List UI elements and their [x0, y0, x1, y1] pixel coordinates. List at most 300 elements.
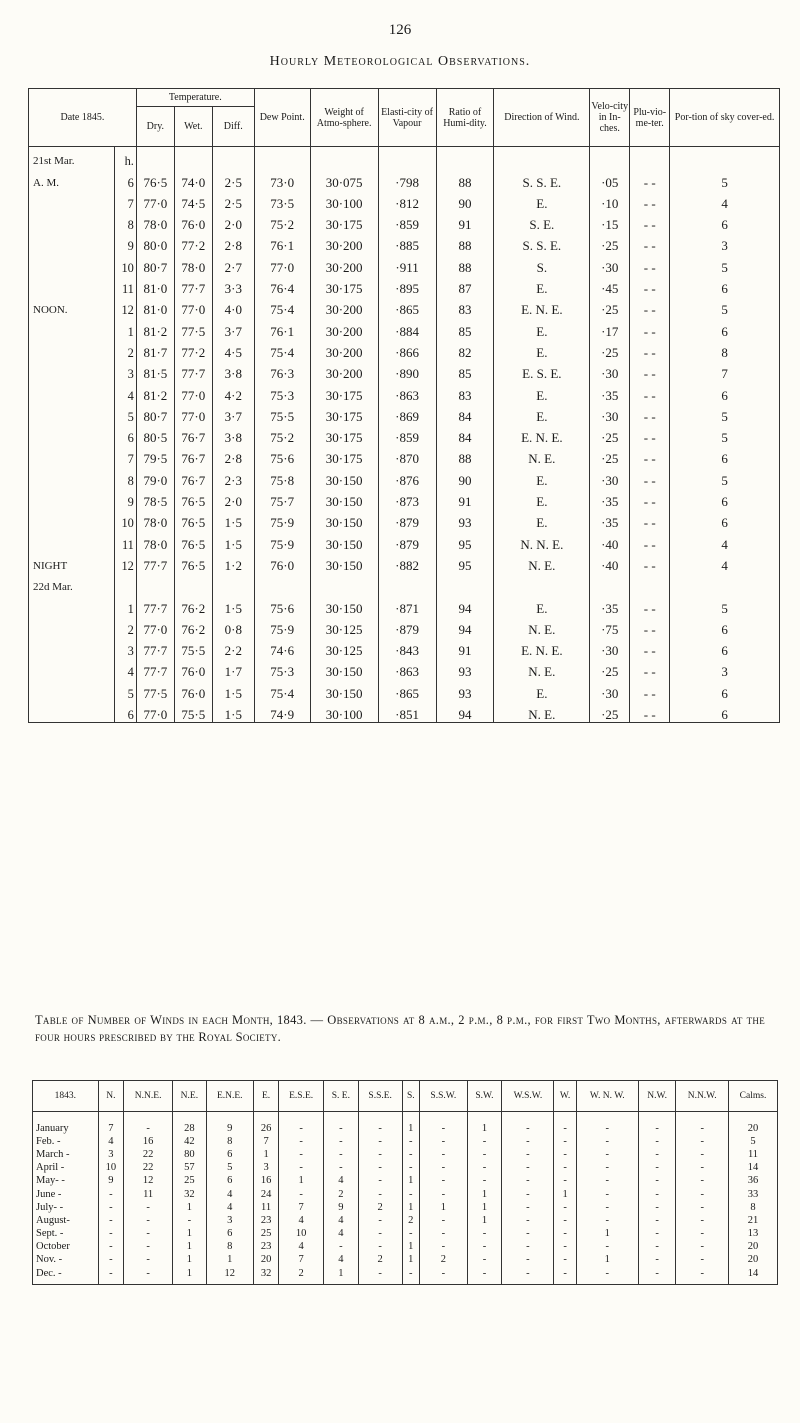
count-cell: 1 [173, 1241, 207, 1254]
weight-cell: 30·200 [310, 339, 378, 360]
elast-cell: ·865 [378, 679, 436, 700]
count-cell: 1 [253, 1148, 279, 1161]
count-cell: - [358, 1135, 402, 1148]
ratio-cell: 88 [436, 232, 494, 253]
count-cell: - [676, 1188, 729, 1201]
ratio-cell: 88 [436, 253, 494, 274]
ratio-cell: 91 [436, 637, 494, 658]
ratio-cell: 85 [436, 317, 494, 338]
count-cell: 4 [206, 1188, 253, 1201]
diff-cell [212, 573, 254, 594]
dry-cell: 81·2 [136, 317, 174, 338]
vel-cell: ·25 [590, 424, 630, 445]
sky-cell: 5 [670, 296, 780, 317]
sky-cell: 6 [670, 381, 780, 402]
diff-cell: 2·0 [212, 488, 254, 509]
dir-cell: E. [494, 190, 590, 211]
pluv-cell: - - [630, 339, 670, 360]
count-cell: - [676, 1228, 729, 1241]
diff-cell: 1·5 [212, 679, 254, 700]
sky-cell: 5 [670, 424, 780, 445]
count-cell: - [638, 1214, 675, 1227]
weight-cell: 30·200 [310, 296, 378, 317]
count-cell: - [124, 1241, 173, 1254]
weight-cell: 30·150 [310, 679, 378, 700]
sky-cell: 6 [670, 616, 780, 637]
count-cell: - [554, 1201, 576, 1214]
count-cell: 21 [729, 1214, 778, 1227]
header-diff: Diff. [212, 107, 254, 147]
pluv-cell: - - [630, 317, 670, 338]
dew-cell: 75·4 [254, 339, 310, 360]
count-cell: 25 [173, 1175, 207, 1188]
hour-cell: 3 [127, 367, 134, 382]
count-cell: 4 [323, 1175, 358, 1188]
header-dew-point: Dew Point. [254, 89, 310, 147]
count-cell: - [467, 1267, 502, 1285]
month-cell: May- - [33, 1175, 99, 1188]
blank-cell [630, 147, 670, 169]
count-cell: 24 [253, 1188, 279, 1201]
diff-cell: 2·0 [212, 211, 254, 232]
vel-cell [590, 573, 630, 594]
dir-cell: N. E. [494, 658, 590, 679]
dry-cell: 78·0 [136, 509, 174, 530]
month-cell: March - [33, 1148, 99, 1161]
sky-cell: 3 [670, 658, 780, 679]
diff-cell: 3·3 [212, 275, 254, 296]
pluv-cell: - - [630, 509, 670, 530]
period-label [29, 360, 115, 381]
month-cell: June - [33, 1188, 99, 1201]
period-label [29, 658, 115, 679]
elast-cell: ·866 [378, 339, 436, 360]
dir-cell: S. S. E. [494, 168, 590, 189]
winds-table-title: Table of Number of Winds in each Month, 1843. — Observations at 8 a.m., 2 p.m., 8 p.m., for first Two Months, afterwards at the four hours prescribed by the Royal Society. [35, 1013, 765, 1044]
dry-cell: 80·0 [136, 232, 174, 253]
count-cell: - [554, 1135, 576, 1148]
count-cell: - [420, 1175, 467, 1188]
dir-cell: E. S. E. [494, 360, 590, 381]
dew-cell: 75·4 [254, 679, 310, 700]
dew-cell: 75·6 [254, 445, 310, 466]
wet-cell: 76·7 [174, 424, 212, 445]
sky-cell: 6 [670, 275, 780, 296]
count-cell: - [554, 1148, 576, 1161]
count-cell: 1 [576, 1228, 638, 1241]
table-row [33, 1241, 778, 1254]
count-cell: - [420, 1228, 467, 1241]
count-cell: 42 [173, 1135, 207, 1148]
count-cell: - [576, 1267, 638, 1285]
table-row [29, 616, 780, 637]
diff-cell: 2·2 [212, 637, 254, 658]
table-row [29, 530, 780, 551]
count-cell: 5 [206, 1162, 253, 1175]
diff-cell: 1·5 [212, 701, 254, 723]
weight-cell: 30·175 [310, 381, 378, 402]
elast-cell: ·869 [378, 403, 436, 424]
wet-cell: 76·7 [174, 466, 212, 487]
table-row [29, 509, 780, 530]
table-row [33, 1162, 778, 1175]
count-cell: 11 [124, 1188, 173, 1201]
hour-cell: 4 [127, 388, 134, 403]
blank-cell [174, 147, 212, 169]
count-cell: - [279, 1188, 324, 1201]
table-row [33, 1228, 778, 1241]
count-cell: - [279, 1148, 324, 1161]
dry-cell: 76·5 [136, 168, 174, 189]
vel-cell: ·30 [590, 679, 630, 700]
diff-cell: 1·2 [212, 552, 254, 573]
wet-cell: 76·5 [174, 530, 212, 551]
table-row [29, 253, 780, 274]
dir-cell: N. E. [494, 616, 590, 637]
table-row [33, 1214, 778, 1227]
count-cell: 14 [729, 1162, 778, 1175]
count-cell: - [638, 1241, 675, 1254]
dew-cell: 74·9 [254, 701, 310, 723]
count-cell: - [98, 1241, 124, 1254]
diff-cell: 2·7 [212, 253, 254, 274]
count-cell: 1 [554, 1188, 576, 1201]
sky-cell: 6 [670, 445, 780, 466]
weight-cell: 30·150 [310, 552, 378, 573]
dir-cell: E. [494, 275, 590, 296]
weight-cell: 30·150 [310, 509, 378, 530]
wet-cell: 76·5 [174, 552, 212, 573]
pluv-cell: - - [630, 296, 670, 317]
dew-cell: 75·2 [254, 424, 310, 445]
pluv-cell: - - [630, 190, 670, 211]
count-cell: 16 [253, 1175, 279, 1188]
count-cell: - [554, 1254, 576, 1267]
sky-cell: 6 [670, 488, 780, 509]
count-cell: - [98, 1201, 124, 1214]
weight-cell: 30·175 [310, 211, 378, 232]
count-cell: 2 [358, 1254, 402, 1267]
dry-cell: 81·5 [136, 360, 174, 381]
dew-cell: 75·6 [254, 594, 310, 615]
hour-cell: 2 [127, 622, 134, 637]
count-cell: - [638, 1135, 675, 1148]
dry-cell [136, 573, 174, 594]
header-direction: Direction of Wind. [494, 89, 590, 147]
pluv-cell: - - [630, 381, 670, 402]
sky-cell: 4 [670, 552, 780, 573]
weight-cell: 30·175 [310, 445, 378, 466]
table-row [33, 1112, 778, 1136]
ratio-cell: 88 [436, 445, 494, 466]
count-cell: - [502, 1267, 554, 1285]
column-header: E.N.E. [206, 1081, 253, 1112]
count-cell: 1 [402, 1241, 420, 1254]
hour-cell: 3 [127, 644, 134, 659]
table-row [29, 360, 780, 381]
dir-cell: E. N. E. [494, 296, 590, 317]
wet-cell: 76·7 [174, 445, 212, 466]
count-cell: - [358, 1267, 402, 1285]
pluv-cell: - - [630, 637, 670, 658]
month-cell: Nov. - [33, 1254, 99, 1267]
pluv-cell: - - [630, 253, 670, 274]
ratio-cell: 93 [436, 658, 494, 679]
table-row [33, 1267, 778, 1285]
vel-cell: ·35 [590, 488, 630, 509]
wet-cell: 76·5 [174, 488, 212, 509]
period-label [29, 701, 115, 723]
count-cell: 6 [206, 1228, 253, 1241]
wet-cell: 76·0 [174, 211, 212, 232]
elast-cell: ·843 [378, 637, 436, 658]
blank-cell [136, 147, 174, 169]
count-cell: - [502, 1254, 554, 1267]
ratio-cell: 93 [436, 509, 494, 530]
period-label [29, 381, 115, 402]
count-cell: - [638, 1228, 675, 1241]
dir-cell: E. [494, 339, 590, 360]
diff-cell: 1·5 [212, 594, 254, 615]
header-velocity: Velo-city in In-ches. [590, 89, 630, 147]
pluv-cell: - - [630, 232, 670, 253]
dir-cell: E. [494, 594, 590, 615]
dir-cell: N. N. E. [494, 530, 590, 551]
count-cell: 22 [124, 1162, 173, 1175]
count-cell: - [420, 1188, 467, 1201]
vel-cell: ·30 [590, 637, 630, 658]
ratio-cell: 94 [436, 594, 494, 615]
pluv-cell: - - [630, 530, 670, 551]
count-cell: - [467, 1241, 502, 1254]
count-cell: - [98, 1214, 124, 1227]
count-cell: - [638, 1162, 675, 1175]
count-cell: - [358, 1228, 402, 1241]
elast-cell: ·879 [378, 616, 436, 637]
count-cell: 36 [729, 1175, 778, 1188]
blank-cell [670, 147, 780, 169]
dry-cell: 79·5 [136, 445, 174, 466]
pluv-cell: - - [630, 360, 670, 381]
elast-cell: ·879 [378, 509, 436, 530]
dew-cell: 76·1 [254, 232, 310, 253]
dew-cell: 76·0 [254, 552, 310, 573]
wet-cell: 76·0 [174, 658, 212, 679]
count-cell: - [554, 1241, 576, 1254]
count-cell: - [576, 1188, 638, 1201]
period-label [29, 232, 115, 253]
weight-cell: 30·100 [310, 190, 378, 211]
sky-cell: 5 [670, 403, 780, 424]
table-row [29, 424, 780, 445]
count-cell: 13 [729, 1228, 778, 1241]
header-wet: Wet. [174, 107, 212, 147]
table-row [29, 488, 780, 509]
elast-cell: ·863 [378, 381, 436, 402]
elast-cell: ·863 [378, 658, 436, 679]
wet-cell: 75·5 [174, 637, 212, 658]
weight-cell: 30·150 [310, 594, 378, 615]
period-label [29, 616, 115, 637]
count-cell: - [402, 1188, 420, 1201]
count-cell: 20 [729, 1241, 778, 1254]
winds-table [32, 1080, 778, 1285]
count-cell: - [420, 1148, 467, 1161]
count-cell: 12 [124, 1175, 173, 1188]
count-cell: - [676, 1175, 729, 1188]
header-dry: Dry. [136, 107, 174, 147]
hour-cell: 9 [127, 239, 134, 254]
ratio-cell: 91 [436, 488, 494, 509]
weight-cell: 30·200 [310, 232, 378, 253]
count-cell: 1 [420, 1201, 467, 1214]
elast-cell: ·798 [378, 168, 436, 189]
count-cell: - [576, 1135, 638, 1148]
count-cell: - [124, 1254, 173, 1267]
table-row [33, 1175, 778, 1188]
pluv-cell: - - [630, 488, 670, 509]
wet-cell: 76·0 [174, 679, 212, 700]
count-cell: - [98, 1188, 124, 1201]
ratio-cell: 90 [436, 190, 494, 211]
count-cell: - [676, 1214, 729, 1227]
count-cell: - [638, 1175, 675, 1188]
month-cell: July- - [33, 1201, 99, 1214]
pluv-cell: - - [630, 275, 670, 296]
weight-cell: 30·150 [310, 530, 378, 551]
elast-cell: ·890 [378, 360, 436, 381]
count-cell: - [124, 1112, 173, 1136]
elast-cell [378, 573, 436, 594]
count-cell: - [554, 1112, 576, 1136]
ratio-cell: 95 [436, 552, 494, 573]
hour-unit-label: h. [124, 154, 134, 169]
table-row [29, 403, 780, 424]
table-row [29, 594, 780, 615]
count-cell: - [323, 1148, 358, 1161]
dew-cell: 75·3 [254, 381, 310, 402]
dew-cell: 75·8 [254, 466, 310, 487]
sky-cell: 5 [670, 168, 780, 189]
count-cell: - [323, 1112, 358, 1136]
hour-cell: 4 [127, 665, 134, 680]
dry-cell: 81·7 [136, 339, 174, 360]
month-cell: Feb. - [33, 1135, 99, 1148]
diff-cell: 4·5 [212, 339, 254, 360]
count-cell: - [358, 1175, 402, 1188]
count-cell: 1 [173, 1267, 207, 1285]
table-row [29, 445, 780, 466]
sky-cell: 6 [670, 317, 780, 338]
count-cell: 1 [206, 1254, 253, 1267]
ratio-cell: 84 [436, 403, 494, 424]
count-cell: 16 [124, 1135, 173, 1148]
count-cell: - [323, 1135, 358, 1148]
elast-cell: ·871 [378, 594, 436, 615]
period-label [29, 317, 115, 338]
wet-cell: 75·5 [174, 701, 212, 723]
table-row [29, 232, 780, 253]
dry-cell: 78·0 [136, 211, 174, 232]
count-cell: 1 [402, 1112, 420, 1136]
dew-cell: 75·9 [254, 530, 310, 551]
ratio-cell: 82 [436, 339, 494, 360]
count-cell: 23 [253, 1241, 279, 1254]
count-cell: - [638, 1254, 675, 1267]
vel-cell: ·30 [590, 253, 630, 274]
count-cell: 2 [358, 1201, 402, 1214]
sky-cell: 4 [670, 530, 780, 551]
count-cell: 25 [253, 1228, 279, 1241]
dir-cell: E. [494, 403, 590, 424]
count-cell: 57 [173, 1162, 207, 1175]
count-cell: - [467, 1175, 502, 1188]
count-cell: - [502, 1162, 554, 1175]
count-cell: - [124, 1267, 173, 1285]
table-row [29, 701, 780, 723]
count-cell: 20 [729, 1254, 778, 1267]
period-label [29, 445, 115, 466]
column-header: S. E. [323, 1081, 358, 1112]
count-cell: - [676, 1135, 729, 1148]
column-header: S.W. [467, 1081, 502, 1112]
count-cell: - [279, 1162, 324, 1175]
wet-cell: 77·5 [174, 317, 212, 338]
ratio-cell: 83 [436, 296, 494, 317]
count-cell: 10 [98, 1162, 124, 1175]
diff-cell: 1·5 [212, 509, 254, 530]
count-cell: 1 [576, 1254, 638, 1267]
vel-cell: ·05 [590, 168, 630, 189]
count-cell: 1 [323, 1267, 358, 1285]
period-label [29, 275, 115, 296]
pluv-cell: - - [630, 616, 670, 637]
period-label [29, 339, 115, 360]
table-row [29, 552, 780, 573]
period-label: A. M. [29, 168, 115, 189]
column-header: W. N. W. [576, 1081, 638, 1112]
table-row [33, 1201, 778, 1214]
weight-cell: 30·175 [310, 403, 378, 424]
hour-cell: 10 [121, 516, 134, 531]
count-cell: 2 [402, 1214, 420, 1227]
dir-cell: N. E. [494, 701, 590, 723]
elast-cell: ·870 [378, 445, 436, 466]
column-header: Calms. [729, 1081, 778, 1112]
dry-cell: 77·7 [136, 637, 174, 658]
period-label [29, 190, 115, 211]
count-cell: 23 [253, 1214, 279, 1227]
header-temperature: Temperature. [136, 89, 254, 107]
vel-cell: ·25 [590, 701, 630, 723]
hour-cell: 7 [127, 452, 134, 467]
count-cell: 4 [279, 1241, 324, 1254]
count-cell: 4 [98, 1135, 124, 1148]
month-cell: January [33, 1112, 99, 1136]
vel-cell: ·17 [590, 317, 630, 338]
pluv-cell: - - [630, 701, 670, 723]
count-cell: - [467, 1228, 502, 1241]
pluv-cell: - - [630, 445, 670, 466]
month-cell: October [33, 1241, 99, 1254]
hour-cell: 2 [127, 345, 134, 360]
table-row [29, 339, 780, 360]
period-label: NIGHT [29, 552, 115, 573]
blank-cell [494, 147, 590, 169]
count-cell: 1 [173, 1254, 207, 1267]
wet-cell: 77·7 [174, 275, 212, 296]
hour-cell: 9 [127, 495, 134, 510]
